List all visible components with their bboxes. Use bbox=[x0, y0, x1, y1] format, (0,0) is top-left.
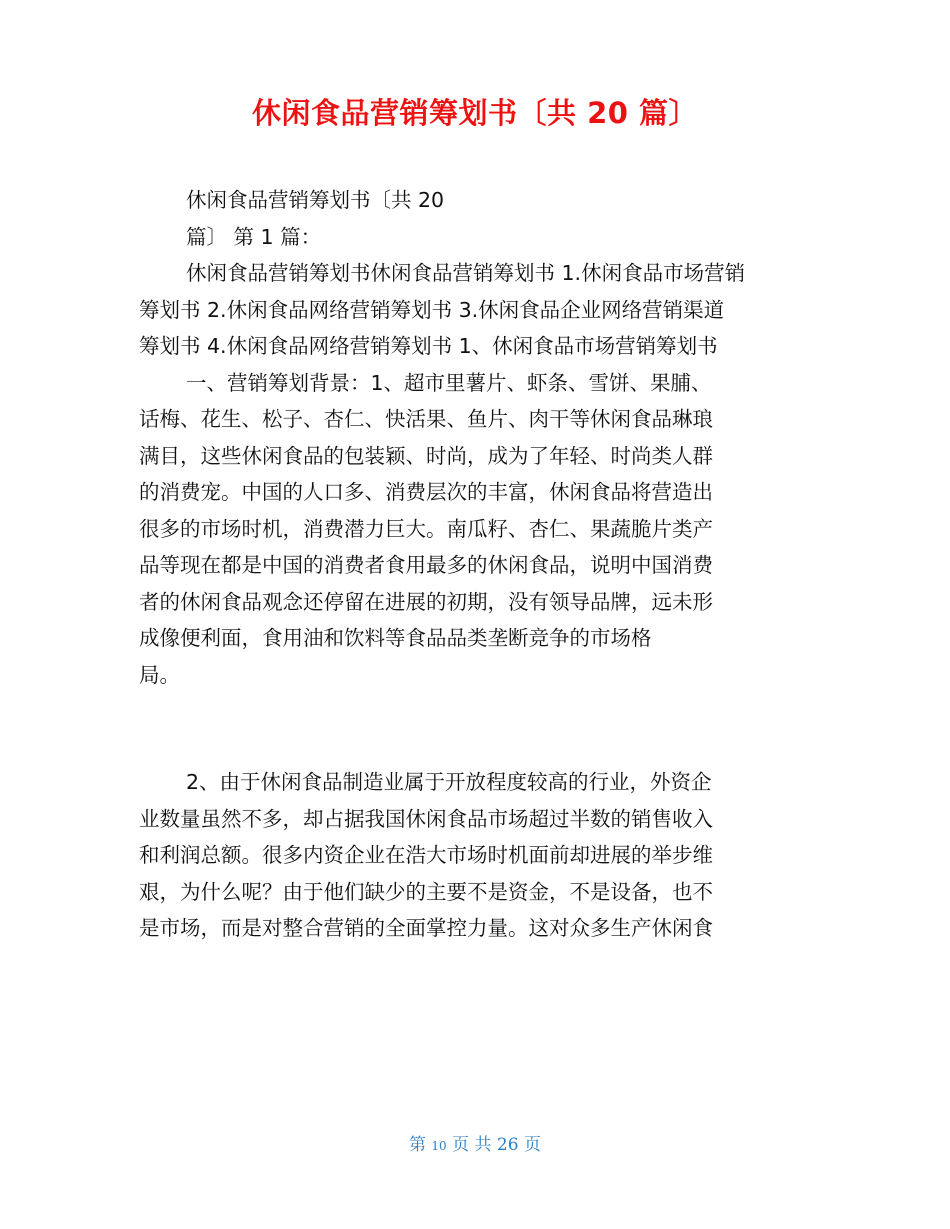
body-line: 篇〕 第 1 篇： bbox=[186, 224, 322, 249]
footer-total-pages: 26 bbox=[496, 1135, 519, 1155]
body-line: 很多的市场时机，消费潜力巨大。南瓜籽、杏仁、果蔬脆片类产 bbox=[139, 516, 713, 541]
body-line: 筹划书 2.休闲食品网络营销筹划书 3.休闲食品企业网络营销渠道 bbox=[139, 297, 725, 322]
document-body bbox=[139, 182, 799, 693]
body-line: 休闲食品营销筹划书〔共 20 bbox=[186, 188, 445, 212]
footer-middle: 页 共 bbox=[452, 1135, 492, 1155]
body-line: 成像便利面，食用油和饮料等食品品类垄断竞争的市场格 bbox=[139, 626, 652, 650]
body-line: 业数量虽然不多，却占据我国休闲食品市场超过半数的销售收入 bbox=[139, 806, 713, 831]
footer-page-number: 10 bbox=[431, 1139, 447, 1153]
document-body-paragraph-2 bbox=[139, 764, 799, 947]
body-line: 和利润总额。很多内资企业在浩大市场时机面前却进展的举步维 bbox=[139, 843, 713, 867]
body-line: 筹划书 4.休闲食品网络营销筹划书 1、休闲食品市场营销筹划书 bbox=[139, 334, 718, 358]
body-line: 休闲食品营销筹划书休闲食品营销筹划书 1.休闲食品市场营销 bbox=[186, 261, 746, 285]
body-line: 2、由于休闲食品制造业属于开放程度较高的行业，外资企 bbox=[186, 770, 712, 794]
body-line: 品等现在都是中国的消费者食用最多的休闲食品，说明中国消费 bbox=[139, 553, 713, 577]
body-line: 者的休闲食品观念还停留在进展的初期，没有领导品牌，远未形 bbox=[139, 589, 713, 614]
body-line: 满目，这些休闲食品的包装颖、时尚，成为了年轻、时尚类人群 bbox=[139, 443, 713, 468]
footer-prefix: 第 bbox=[409, 1135, 427, 1155]
body-line: 的消费宠。中国的人口多、消费层次的丰富，休闲食品将营造出 bbox=[139, 480, 713, 504]
body-line: 局。 bbox=[139, 662, 180, 687]
document-title: 休闲食品营销筹划书〔共 20 篇〕 bbox=[251, 96, 699, 130]
body-line: 是市场，而是对整合营销的全面掌控力量。这对众多生产休闲食 bbox=[139, 916, 713, 940]
body-line: 一、营销筹划背景：1、超市里薯片、虾条、雪饼、果脯、 bbox=[186, 370, 712, 395]
body-line: 话梅、花生、松子、杏仁、快活果、鱼片、肉干等休闲食品琳琅 bbox=[139, 407, 713, 431]
body-line: 艰，为什么呢？由于他们缺少的主要不是资金，不是设备，也不 bbox=[139, 879, 713, 904]
page-footer bbox=[0, 1131, 950, 1160]
footer-suffix: 页 bbox=[523, 1135, 541, 1155]
